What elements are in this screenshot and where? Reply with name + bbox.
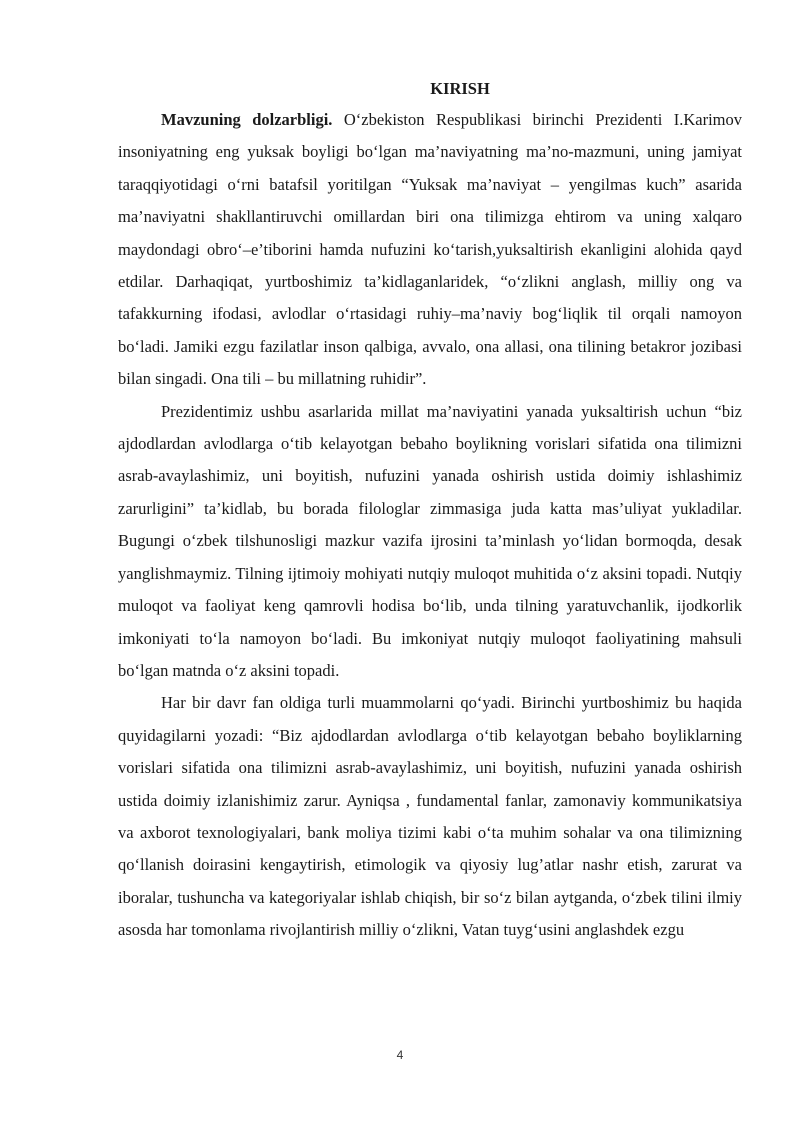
section-heading: KIRISH	[430, 79, 490, 98]
paragraph-lead: Mavzuning dolzarbligi.	[161, 110, 333, 129]
paragraph-relevance	[118, 104, 742, 396]
paragraph-problems: Har bir davr fan oldiga turli muammolarni qo‘yadi. Birinchi yurtboshimiz bu haqida quyidagilarni yozadi: “Biz ajdodlardan avlodlarga o‘tib kelayotgan bebaho boyliklarning vorislari sifatida ona tilimizni asrab-avaylashimiz, uni boyitish, nufuzini yanada oshirish ustida doimiy izlanishimiz zarur. Ayniqsa , fundamental fanlar, zamonaviy kommunikatsiya va axborot texnologiyalari, bank moliya tizimi kabi o‘ta muhim sohalar va ona tilimizning qo‘llanish doirasini kengaytirish, etimologik va qiyosiy lug’atlar nashr etish, zarurat va iboralar, tushuncha va kategoriyalar ishlab chiqish, bir so‘z bilan aytganda, o‘zbek tilini ilmiy asosda har tomonlama rivojlantirish milliy o‘zlikni, Vatan tuyg‘usini anglashdek ezgu	[118, 693, 742, 940]
paragraph-president: Prezidentimiz ushbu asarlarida millat ma’naviyatini yanada yuksaltirish uchun “biz ajdodlardan avlodlarga o‘tib kelayotgan bebaho boylikning vorislari sifatida ona tilimizni asrab-avaylashimiz, uni boyitish, nufuzini yanada oshirish ustida doimiy ishlashimiz zarurligini” ta’kidlab, bu borada filologlar zimmasiga juda katta mas’uliyat yukladilar. Bugungi o‘zbek tilshunosligi mazkur vazifa ijrosini ta’minlash yo‘lidan bormoqda, desak yanglishmaymiz. Tilning ijtimoiy mohiyati nutqiy muloqot muhitida o‘z aksini topadi. Nutqiy muloqot va faoliyat keng qamrovli hodisa bo‘lib, unda tilning yaratuvchanlik, ijodkorlik imkoniyati to‘la namoyon bo‘ladi. Bu imkoniyat nutqiy muloqot faoliyatining mahsuli bo‘lgan matnda o‘z aksini topadi.	[118, 401, 742, 680]
page-number: 4	[396, 1048, 404, 1062]
paragraph-text: O‘zbekiston Respublikasi birinchi Prezidenti I.Karimov insoniyatning eng yuksak boyligi bo‘lgan ma’naviyatning ma’no-mazmuni, uning jamiyat taraqqiyotidagi o‘rni batafsil yoritilgan “Yuksak ma’naviyat – yengilmas kuch” asarida ma’naviyatni shakllantiruvchi omillardan biri ona tilimizga ehtirom va uning xalqaro maydondagi obro‘–e’tiborini hamda nufuzini ko‘tarish,yuksaltirish ekanligini alohida qayd etdilar. Darhaqiqat, yurtboshimiz ta’kidlaganlaridek, “o‘zlikni anglash, milliy ong va tafakkurning ifodasi, avlodlar o‘rtasidagi ruhiy–ma’naviy bog‘liqlik til orqali namoyon bo‘ladi. Jamiki ezgu fazilatlar inson qalbiga, avvalo, ona allasi, ona tilining betakror jozibasi bilan singadi. Ona tili – bu millatning ruhidir”.	[118, 110, 742, 389]
body-text	[118, 74, 742, 947]
